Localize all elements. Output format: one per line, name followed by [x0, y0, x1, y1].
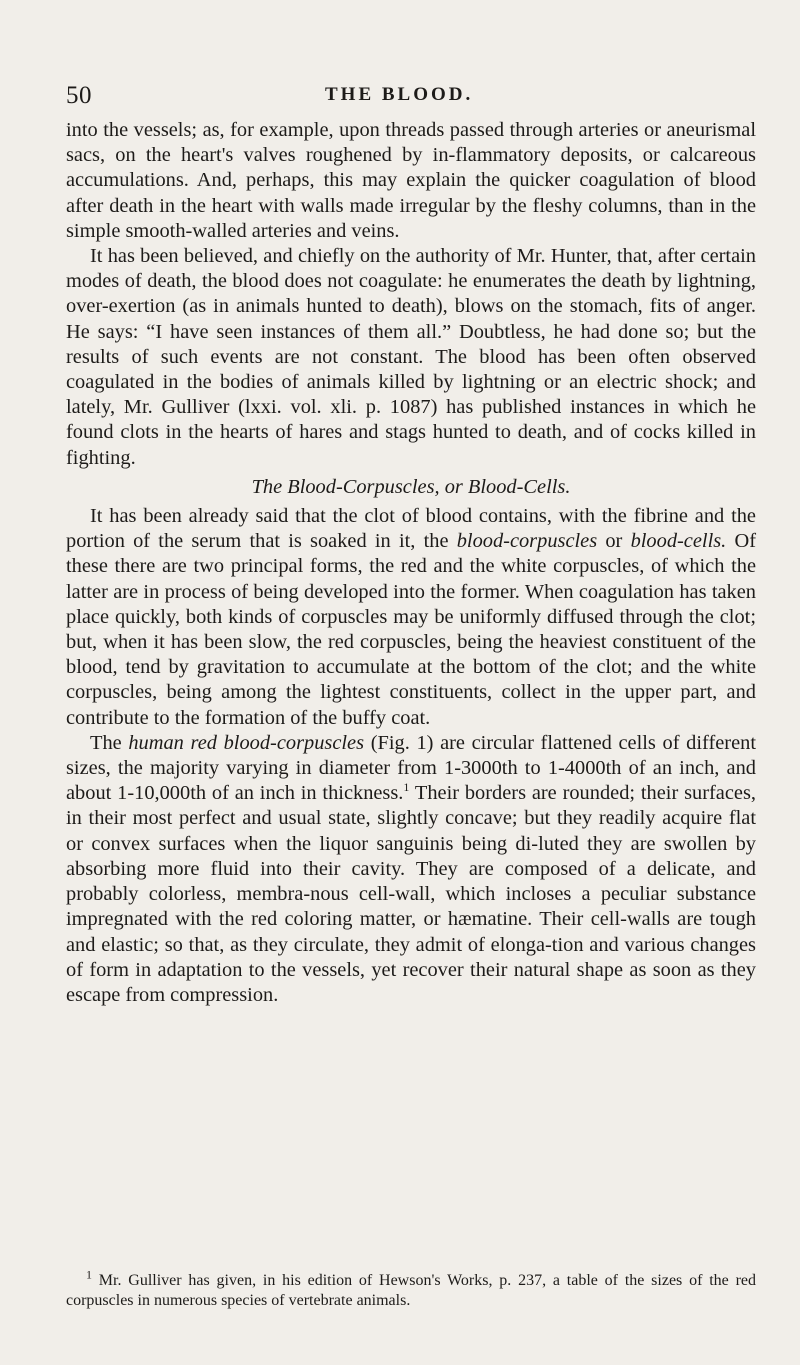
p4-term-human-red: human red blood-corpuscles	[128, 731, 365, 754]
p3-text-c: Of these there are two principal forms, the red and the white corpuscles, of which the latter are in process of being developed into the former. When coagulation has taken place quickly, both kinds of corpuscles may be uniformly diffused through the clot; but, when it has been slow, the red corpuscles, being the heaviest constituent of the blood, tend by gravitation to accumulate at the bottom of the clot; and the white corpuscles, being among the lightest constituents, collect in the upper part, and contribute to the formation of the buffy coat.	[66, 530, 756, 729]
body-text	[66, 118, 756, 1008]
footnote	[66, 1267, 756, 1310]
paragraph-continuation: into the vessels; as, for example, upon threads passed through arteries or aneurismal sacs, on the heart's valves roughened by in-flammatory deposits, or calcareous accumulations. And, perhaps, this may explain the quicker coagulation of blood after death in the heart with walls made irregular by the fleshy columns, than in the simple smooth-walled arteries and veins.	[66, 119, 756, 242]
footnote-text: Mr. Gulliver has given, in his edition of Hewson's Works, p. 237, a table of the sizes of the red corpuscles in numerous species of vertebrate animals.	[66, 1272, 756, 1309]
p3-term-blood-cells: blood-cells.	[630, 530, 727, 553]
page-number: 50	[66, 82, 92, 109]
running-head	[0, 82, 800, 112]
p4-text-a: The	[90, 731, 129, 754]
paragraph-human-red-corpuscles	[66, 731, 756, 1008]
p3-text-b: or	[597, 530, 631, 553]
running-title: THE BLOOD.	[325, 84, 474, 105]
p3-term-blood-corpuscles: blood-corpuscles	[456, 530, 598, 553]
p4-text-c: Their borders are rounded; their surfaces, in their most perfect and usual state, slightly concave; but they readily acquire flat or convex surfaces when the liquor sanguinis being di-luted they are swollen by absorbing more fluid into their cavity. They are composed of a delicate, and probably colorless, membra-nous cell-wall, which incloses a peculiar substance impregnated with the red coloring matter, or hæmatine. Their cell-walls are tough and elastic; so that, as they circulate, they admit of elonga-tion and various changes of form in adaptation to the vessels, yet recover their natural shape as soon as they escape from compression.	[66, 782, 756, 1006]
p3-text-a: It has been already said that the clot of blood contains, with the fibrine and the portion of the serum that is soaked in it, the	[66, 505, 756, 553]
paragraph-corpuscles-intro	[66, 504, 756, 731]
p4-text-b: (Fig. 1) are circular flattened cells of different sizes, the majority varying in diameter from 1-3000th to 1-4000th of an inch, and about 1-10,000th of an inch in thickness.	[66, 731, 756, 805]
paragraph-hunter: It has been believed, and chiefly on the authority of Mr. Hunter, that, after certain modes of death, the blood does not coagulate: he enumerates the death by lightning, over-exertion (as in animals hunted to death), blows on the stomach, fits of anger. He says: “I have seen instances of them all.” Doubtless, he had done so; but the results of such events are not constant. The blood has been often observed coagulated in the bodies of animals killed by lightning or an electric shock; and lately, Mr. Gulliver (lxxi. vol. xli. p. 1087) has published instances in which he found clots in the hearts of hares and stags hunted to death, and of cocks killed in fighting.	[66, 245, 756, 469]
footnote-reference: 1	[403, 780, 410, 795]
footnote-marker: 1	[86, 1267, 92, 1282]
section-heading: The Blood-Corpuscles, or Blood-Cells.	[251, 475, 571, 498]
